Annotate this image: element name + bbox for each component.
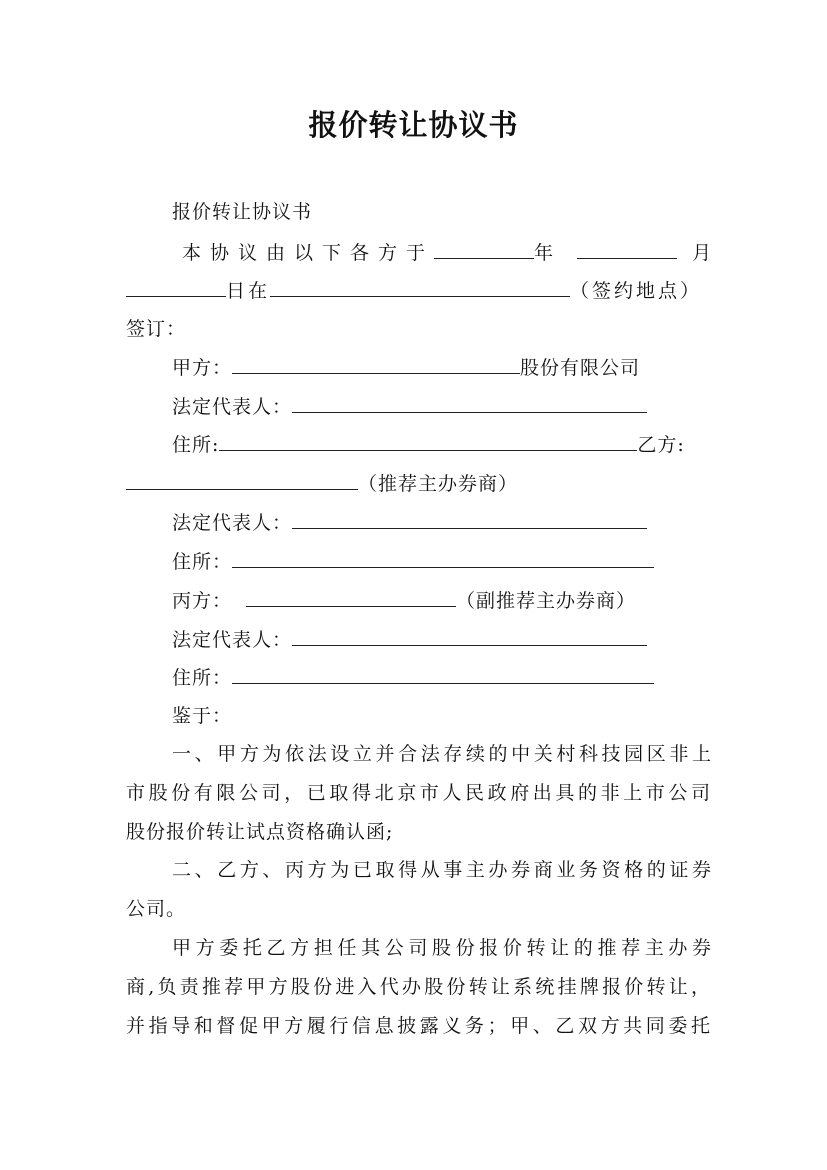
party-b-row (126, 471, 711, 496)
intro-line-1 (182, 240, 721, 265)
day-blank[interactable] (126, 278, 226, 297)
paragraph-1-line-1: 一、甲方为依法设立并合法存续的中关村科技园区非上 (172, 743, 712, 765)
subtitle: 报价转让协议书 (172, 201, 313, 223)
document-title: 报价转让协议书 (308, 108, 519, 142)
party-b-label: 乙方: (637, 434, 685, 456)
party-b-rep-blank[interactable] (292, 510, 647, 529)
paragraph-3-line-3: 并指导和督促甲方履行信息披露义务；甲、乙双方共同委托 (126, 1015, 711, 1037)
intro-line-2 (126, 278, 711, 303)
party-c-address-row (172, 665, 712, 690)
day-at-label: 日在 (226, 280, 271, 302)
party-b-address-blank[interactable] (232, 549, 654, 568)
paragraph-1-line-2: 市股份有限公司，已取得北京市人民政府出具的非上市公司 (126, 782, 711, 804)
party-c-rep-row (172, 627, 712, 652)
intro-text: 本协议由以下各方于 (182, 242, 435, 264)
address-label: 住所： (172, 667, 233, 689)
paragraph-1-line-3: 股份报价转让试点资格确认函; (126, 821, 394, 843)
legal-rep-label: 法定代表人： (172, 629, 293, 651)
year-blank[interactable] (434, 240, 534, 259)
legal-rep-label: 法定代表人： (172, 512, 293, 534)
address-label: 住所: (172, 434, 220, 456)
place-note: （签约地点） (570, 280, 703, 302)
party-a-label: 甲方： (172, 357, 233, 379)
party-b-blank[interactable] (126, 471, 358, 490)
place-blank[interactable] (270, 278, 570, 297)
party-c-note: （副推荐主办券商） (456, 590, 637, 612)
whereas-label: 鉴于： (172, 705, 233, 727)
address-label: 住所： (172, 551, 233, 573)
party-c-address-blank[interactable] (232, 665, 654, 684)
paragraph-3-line-1: 甲方委托乙方担任其公司股份报价转让的推荐主办券 (172, 937, 712, 959)
party-a-address-blank[interactable] (219, 432, 637, 451)
party-a-blank[interactable] (232, 355, 520, 374)
party-a-address-row (172, 432, 712, 457)
month-label: 月 (692, 242, 721, 264)
paragraph-2-line-1: 二、乙方、丙方为已取得从事主办券商业务资格的证券 (172, 859, 712, 881)
signed-label: 签订： (126, 318, 187, 340)
party-b-note: （推荐主办券商） (358, 473, 519, 495)
party-a-suffix: 股份有限公司 (520, 357, 641, 379)
legal-rep-label: 法定代表人： (172, 396, 293, 418)
year-label: 年 (534, 242, 563, 264)
paragraph-2-line-2: 公司。 (126, 898, 187, 920)
party-b-address-row (172, 549, 712, 574)
party-a-rep-row (172, 394, 712, 419)
paragraph-3-line-2: 商,负责推荐甲方股份进入代办股份转让系统挂牌报价转让， (126, 976, 711, 998)
party-a-row (172, 355, 712, 380)
party-c-row (172, 588, 712, 613)
party-c-blank[interactable] (246, 588, 456, 607)
party-a-rep-blank[interactable] (292, 394, 647, 413)
party-b-rep-row (172, 510, 712, 535)
party-c-rep-blank[interactable] (292, 627, 647, 646)
month-blank[interactable] (577, 240, 677, 259)
party-c-label: 丙方： (172, 590, 233, 612)
